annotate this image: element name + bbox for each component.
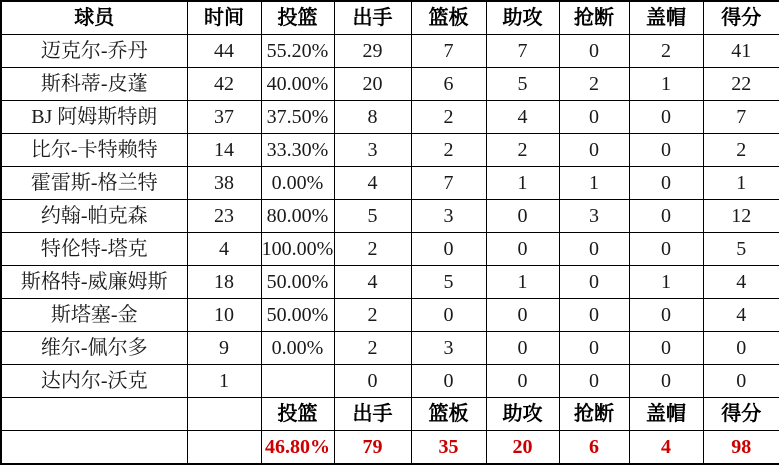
assists-cell: 0 bbox=[486, 299, 559, 332]
player-row-2 bbox=[1, 68, 779, 101]
total-points-cell: 98 bbox=[703, 431, 779, 465]
fg-pct-cell: 40.00% bbox=[261, 68, 334, 101]
steals-cell: 3 bbox=[559, 200, 629, 233]
player-row-8 bbox=[1, 266, 779, 299]
player-cell: BJ 阿姆斯特朗 bbox=[1, 101, 187, 134]
player-cell: 迈克尔-乔丹 bbox=[1, 35, 187, 68]
points-cell: 2 bbox=[703, 134, 779, 167]
footer-column-header-blocks: 盖帽 bbox=[629, 398, 703, 431]
player-row-7 bbox=[1, 233, 779, 266]
steals-cell: 1 bbox=[559, 167, 629, 200]
blocks-cell: 1 bbox=[629, 68, 703, 101]
player-row-9 bbox=[1, 299, 779, 332]
column-header-fga: 出手 bbox=[334, 1, 411, 35]
fg-pct-cell: 100.00% bbox=[261, 233, 334, 266]
minutes-cell: 18 bbox=[187, 266, 261, 299]
column-header-steals: 抢断 bbox=[559, 1, 629, 35]
total-fga-cell: 79 bbox=[334, 431, 411, 465]
fga-cell: 2 bbox=[334, 299, 411, 332]
rebounds-cell: 7 bbox=[411, 35, 486, 68]
points-cell: 12 bbox=[703, 200, 779, 233]
player-row-1 bbox=[1, 35, 779, 68]
player-row-10 bbox=[1, 332, 779, 365]
blocks-cell: 0 bbox=[629, 200, 703, 233]
total-fg-pct-cell: 46.80% bbox=[261, 431, 334, 465]
footer-column-header-assists: 助攻 bbox=[486, 398, 559, 431]
rebounds-cell: 0 bbox=[411, 299, 486, 332]
fga-cell: 8 bbox=[334, 101, 411, 134]
totals-empty-cell bbox=[1, 431, 187, 465]
blocks-cell: 0 bbox=[629, 365, 703, 398]
footer-header-row bbox=[1, 398, 779, 431]
total-rebounds-cell: 35 bbox=[411, 431, 486, 465]
player-cell: 达内尔-沃克 bbox=[1, 365, 187, 398]
fg-pct-cell: 0.00% bbox=[261, 167, 334, 200]
footer-column-header-steals: 抢断 bbox=[559, 398, 629, 431]
assists-cell: 7 bbox=[486, 35, 559, 68]
footer-empty-cell bbox=[1, 398, 187, 431]
steals-cell: 0 bbox=[559, 35, 629, 68]
player-row-6 bbox=[1, 200, 779, 233]
player-cell: 霍雷斯-格兰特 bbox=[1, 167, 187, 200]
rebounds-cell: 0 bbox=[411, 233, 486, 266]
column-header-minutes: 时间 bbox=[187, 1, 261, 35]
rebounds-cell: 2 bbox=[411, 134, 486, 167]
fga-cell: 5 bbox=[334, 200, 411, 233]
player-row-3 bbox=[1, 101, 779, 134]
assists-cell: 4 bbox=[486, 101, 559, 134]
footer-empty-cell bbox=[187, 398, 261, 431]
blocks-cell: 0 bbox=[629, 233, 703, 266]
rebounds-cell: 3 bbox=[411, 332, 486, 365]
blocks-cell: 0 bbox=[629, 101, 703, 134]
minutes-cell: 1 bbox=[187, 365, 261, 398]
steals-cell: 0 bbox=[559, 266, 629, 299]
footer-column-header-rebounds: 篮板 bbox=[411, 398, 486, 431]
fg-pct-cell: 80.00% bbox=[261, 200, 334, 233]
player-cell: 斯塔塞-金 bbox=[1, 299, 187, 332]
player-cell: 斯科蒂-皮蓬 bbox=[1, 68, 187, 101]
assists-cell: 1 bbox=[486, 266, 559, 299]
player-cell: 斯格特-威廉姆斯 bbox=[1, 266, 187, 299]
total-blocks-cell: 4 bbox=[629, 431, 703, 465]
minutes-cell: 38 bbox=[187, 167, 261, 200]
column-header-blocks: 盖帽 bbox=[629, 1, 703, 35]
points-cell: 0 bbox=[703, 365, 779, 398]
assists-cell: 2 bbox=[486, 134, 559, 167]
points-cell: 7 bbox=[703, 101, 779, 134]
fga-cell: 2 bbox=[334, 233, 411, 266]
steals-cell: 0 bbox=[559, 134, 629, 167]
rebounds-cell: 7 bbox=[411, 167, 486, 200]
blocks-cell: 0 bbox=[629, 134, 703, 167]
fg-pct-cell: 33.30% bbox=[261, 134, 334, 167]
player-cell: 维尔-佩尔多 bbox=[1, 332, 187, 365]
column-header-assists: 助攻 bbox=[486, 1, 559, 35]
totals-empty-cell bbox=[187, 431, 261, 465]
fg-pct-cell: 50.00% bbox=[261, 266, 334, 299]
column-header-points: 得分 bbox=[703, 1, 779, 35]
fg-pct-cell: 50.00% bbox=[261, 299, 334, 332]
player-cell: 约翰-帕克森 bbox=[1, 200, 187, 233]
rebounds-cell: 2 bbox=[411, 101, 486, 134]
steals-cell: 0 bbox=[559, 365, 629, 398]
minutes-cell: 4 bbox=[187, 233, 261, 266]
total-assists-cell: 20 bbox=[486, 431, 559, 465]
blocks-cell: 0 bbox=[629, 332, 703, 365]
column-header-rebounds: 篮板 bbox=[411, 1, 486, 35]
steals-cell: 2 bbox=[559, 68, 629, 101]
steals-cell: 0 bbox=[559, 233, 629, 266]
minutes-cell: 42 bbox=[187, 68, 261, 101]
header-row bbox=[1, 1, 779, 35]
steals-cell: 0 bbox=[559, 332, 629, 365]
assists-cell: 0 bbox=[486, 233, 559, 266]
steals-cell: 0 bbox=[559, 101, 629, 134]
rebounds-cell: 3 bbox=[411, 200, 486, 233]
fga-cell: 4 bbox=[334, 167, 411, 200]
total-steals-cell: 6 bbox=[559, 431, 629, 465]
footer-column-header-points: 得分 bbox=[703, 398, 779, 431]
player-cell: 比尔-卡特赖特 bbox=[1, 134, 187, 167]
player-row-5 bbox=[1, 167, 779, 200]
assists-cell: 0 bbox=[486, 200, 559, 233]
assists-cell: 5 bbox=[486, 68, 559, 101]
fga-cell: 29 bbox=[334, 35, 411, 68]
points-cell: 41 bbox=[703, 35, 779, 68]
minutes-cell: 10 bbox=[187, 299, 261, 332]
rebounds-cell: 6 bbox=[411, 68, 486, 101]
blocks-cell: 1 bbox=[629, 266, 703, 299]
player-row-4 bbox=[1, 134, 779, 167]
fga-cell: 4 bbox=[334, 266, 411, 299]
footer-column-header-fg-pct: 投篮 bbox=[261, 398, 334, 431]
fga-cell: 3 bbox=[334, 134, 411, 167]
points-cell: 22 bbox=[703, 68, 779, 101]
points-cell: 4 bbox=[703, 266, 779, 299]
player-row-11 bbox=[1, 365, 779, 398]
rebounds-cell: 5 bbox=[411, 266, 486, 299]
points-cell: 4 bbox=[703, 299, 779, 332]
footer-column-header-fga: 出手 bbox=[334, 398, 411, 431]
points-cell: 5 bbox=[703, 233, 779, 266]
minutes-cell: 23 bbox=[187, 200, 261, 233]
points-cell: 0 bbox=[703, 332, 779, 365]
column-header-fg-pct: 投篮 bbox=[261, 1, 334, 35]
blocks-cell: 2 bbox=[629, 35, 703, 68]
fga-cell: 0 bbox=[334, 365, 411, 398]
blocks-cell: 0 bbox=[629, 167, 703, 200]
fga-cell: 20 bbox=[334, 68, 411, 101]
player-cell: 特伦特-塔克 bbox=[1, 233, 187, 266]
fg-pct-cell: 0.00% bbox=[261, 332, 334, 365]
steals-cell: 0 bbox=[559, 299, 629, 332]
column-header-player: 球员 bbox=[1, 1, 187, 35]
blocks-cell: 0 bbox=[629, 299, 703, 332]
assists-cell: 0 bbox=[486, 332, 559, 365]
minutes-cell: 14 bbox=[187, 134, 261, 167]
points-cell: 1 bbox=[703, 167, 779, 200]
fga-cell: 2 bbox=[334, 332, 411, 365]
fg-pct-cell bbox=[261, 365, 334, 398]
minutes-cell: 9 bbox=[187, 332, 261, 365]
assists-cell: 1 bbox=[486, 167, 559, 200]
assists-cell: 0 bbox=[486, 365, 559, 398]
rebounds-cell: 0 bbox=[411, 365, 486, 398]
minutes-cell: 37 bbox=[187, 101, 261, 134]
fg-pct-cell: 55.20% bbox=[261, 35, 334, 68]
fg-pct-cell: 37.50% bbox=[261, 101, 334, 134]
totals-row bbox=[1, 431, 779, 465]
minutes-cell: 44 bbox=[187, 35, 261, 68]
